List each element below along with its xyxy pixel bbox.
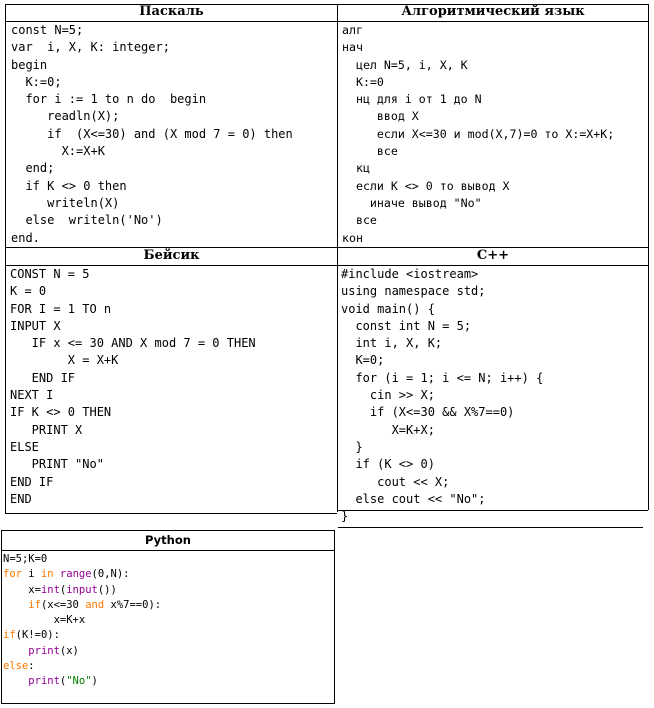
- code-line: нач: [342, 40, 363, 55]
- code-line: [3, 628, 161, 643]
- code-line: }: [341, 439, 363, 454]
- code-line: все: [342, 213, 377, 228]
- python-left-border: [1, 530, 2, 704]
- code-line: if (X<=30) and (X mod 7 = 0) then: [11, 126, 293, 141]
- basic-code: [10, 266, 256, 508]
- keyword: if: [28, 598, 41, 611]
- builtin: print: [28, 644, 60, 657]
- code-line: алг: [342, 23, 363, 37]
- code-line: readln(X);: [11, 109, 120, 124]
- python-gap-line: [338, 527, 643, 528]
- keyword: and: [85, 598, 105, 611]
- keyword: else: [3, 660, 29, 673]
- code-text: ()): [97, 583, 117, 596]
- code-line: x=K+x: [3, 614, 86, 627]
- code-line: int i, X, K;: [341, 336, 443, 351]
- code-text: i: [21, 568, 41, 581]
- code-line: X=K+X;: [341, 422, 435, 437]
- code-line: кон: [342, 230, 363, 245]
- code-line: var i, X, K: integer;: [11, 40, 170, 55]
- code-line: end;: [11, 161, 55, 176]
- table-bottom-left: [5, 513, 337, 514]
- pascal-code: [11, 22, 293, 247]
- code-text: (0,N):: [91, 568, 130, 581]
- code-text: (: [59, 675, 67, 688]
- code-text: (x): [59, 644, 79, 657]
- keyword: for: [3, 568, 22, 581]
- code-text: x%7==0):: [104, 598, 162, 611]
- code-line: [3, 567, 161, 582]
- python-code: [3, 552, 161, 690]
- code-line: [3, 674, 161, 689]
- header-cpp: С++: [476, 248, 510, 263]
- python-top-border: [1, 530, 335, 531]
- code-line: [3, 598, 161, 613]
- code-line: else cout << "No";: [341, 491, 486, 506]
- table-right-border: [648, 4, 649, 510]
- code-line: [3, 644, 161, 659]
- code-text: :: [28, 660, 35, 673]
- code-text: [3, 675, 28, 687]
- code-line: void main() {: [341, 301, 435, 316]
- code-text: (: [59, 583, 67, 596]
- code-line: IF x <= 30 AND X mod 7 = 0 THEN: [10, 336, 256, 351]
- code-line: нц для i от 1 до N: [342, 92, 482, 107]
- code-line: PRINT "No": [10, 457, 104, 472]
- code-text: ): [91, 675, 98, 688]
- code-line: ELSE: [10, 439, 39, 454]
- keyword: in: [40, 568, 54, 581]
- code-line: K:=0;: [11, 74, 62, 89]
- code-text: [3, 645, 28, 657]
- builtin: int: [40, 583, 60, 596]
- code-line: CONST N = 5: [10, 267, 90, 281]
- code-line: [3, 659, 161, 674]
- code-line: цел N=5, i, X, K: [342, 57, 468, 72]
- code-line: #include <iostream>: [341, 267, 479, 281]
- header-algo: Алгоритмический язык: [401, 4, 585, 19]
- code-line: X:=X+K: [11, 144, 105, 159]
- code-line: for (i = 1; i <= N; i++) {: [341, 370, 544, 385]
- code-line: [3, 583, 161, 598]
- string-literal: "No": [66, 675, 92, 688]
- code-line: K:=0: [342, 74, 384, 89]
- builtin: input: [66, 583, 98, 596]
- code-line: END IF: [10, 474, 54, 489]
- code-line: иначе вывод "No": [342, 195, 482, 210]
- code-line: END IF: [10, 370, 76, 385]
- code-line: END: [10, 491, 32, 506]
- code-line: все: [342, 144, 398, 159]
- code-line: K = 0: [10, 284, 47, 299]
- header-basic: Бейсик: [143, 248, 200, 263]
- python-right-border: [334, 530, 335, 704]
- algo-code: [342, 22, 614, 247]
- code-line: if (K <> 0): [341, 457, 435, 472]
- code-line: K=0;: [341, 353, 385, 368]
- code-line: if (X<=30 && X%7==0): [341, 405, 515, 420]
- builtin: print: [28, 675, 60, 688]
- code-line: const N=5;: [11, 23, 84, 37]
- code-line: X = X+K: [10, 353, 119, 368]
- code-text: [3, 599, 28, 611]
- code-line: }: [341, 509, 349, 524]
- header-python: Python: [145, 533, 191, 547]
- header-pascal: Паскаль: [139, 4, 204, 19]
- code-line: end.: [11, 230, 40, 245]
- code-line: writeln(X): [11, 195, 120, 210]
- code-line: кц: [342, 161, 370, 176]
- code-line: если X<=30 и mod(X,7)=0 то X:=X+K;: [342, 126, 615, 141]
- python-bottom-border: [1, 703, 335, 704]
- code-line: using namespace std;: [341, 284, 486, 299]
- python-header-bottom: [1, 550, 335, 551]
- code-line: NEXT I: [10, 388, 54, 403]
- code-line: else writeln('No'): [11, 213, 163, 228]
- code-line: begin: [11, 57, 48, 72]
- code-line: cin >> X;: [341, 388, 435, 403]
- code-line: FOR I = 1 TO n: [10, 301, 112, 316]
- builtin: range: [59, 568, 92, 581]
- code-line: ввод X: [342, 109, 419, 124]
- code-line: cout << X;: [341, 474, 450, 489]
- code-line: if K <> 0 then: [11, 178, 127, 193]
- code-text: (K!=0):: [15, 629, 60, 642]
- code-line: for i := 1 to n do begin: [11, 92, 207, 107]
- keyword: if: [3, 629, 16, 642]
- code-text: (x<=30: [40, 598, 86, 611]
- code-line: const int N = 5;: [341, 318, 472, 333]
- code-line: PRINT X: [10, 422, 83, 437]
- code-line: IF K <> 0 THEN: [10, 405, 112, 420]
- code-line: если K <> 0 то вывод X: [342, 178, 510, 193]
- code-line: N=5;K=0: [3, 553, 48, 565]
- cpp-code: [341, 266, 543, 525]
- code-text: x=: [3, 583, 41, 596]
- code-line: INPUT X: [10, 318, 61, 333]
